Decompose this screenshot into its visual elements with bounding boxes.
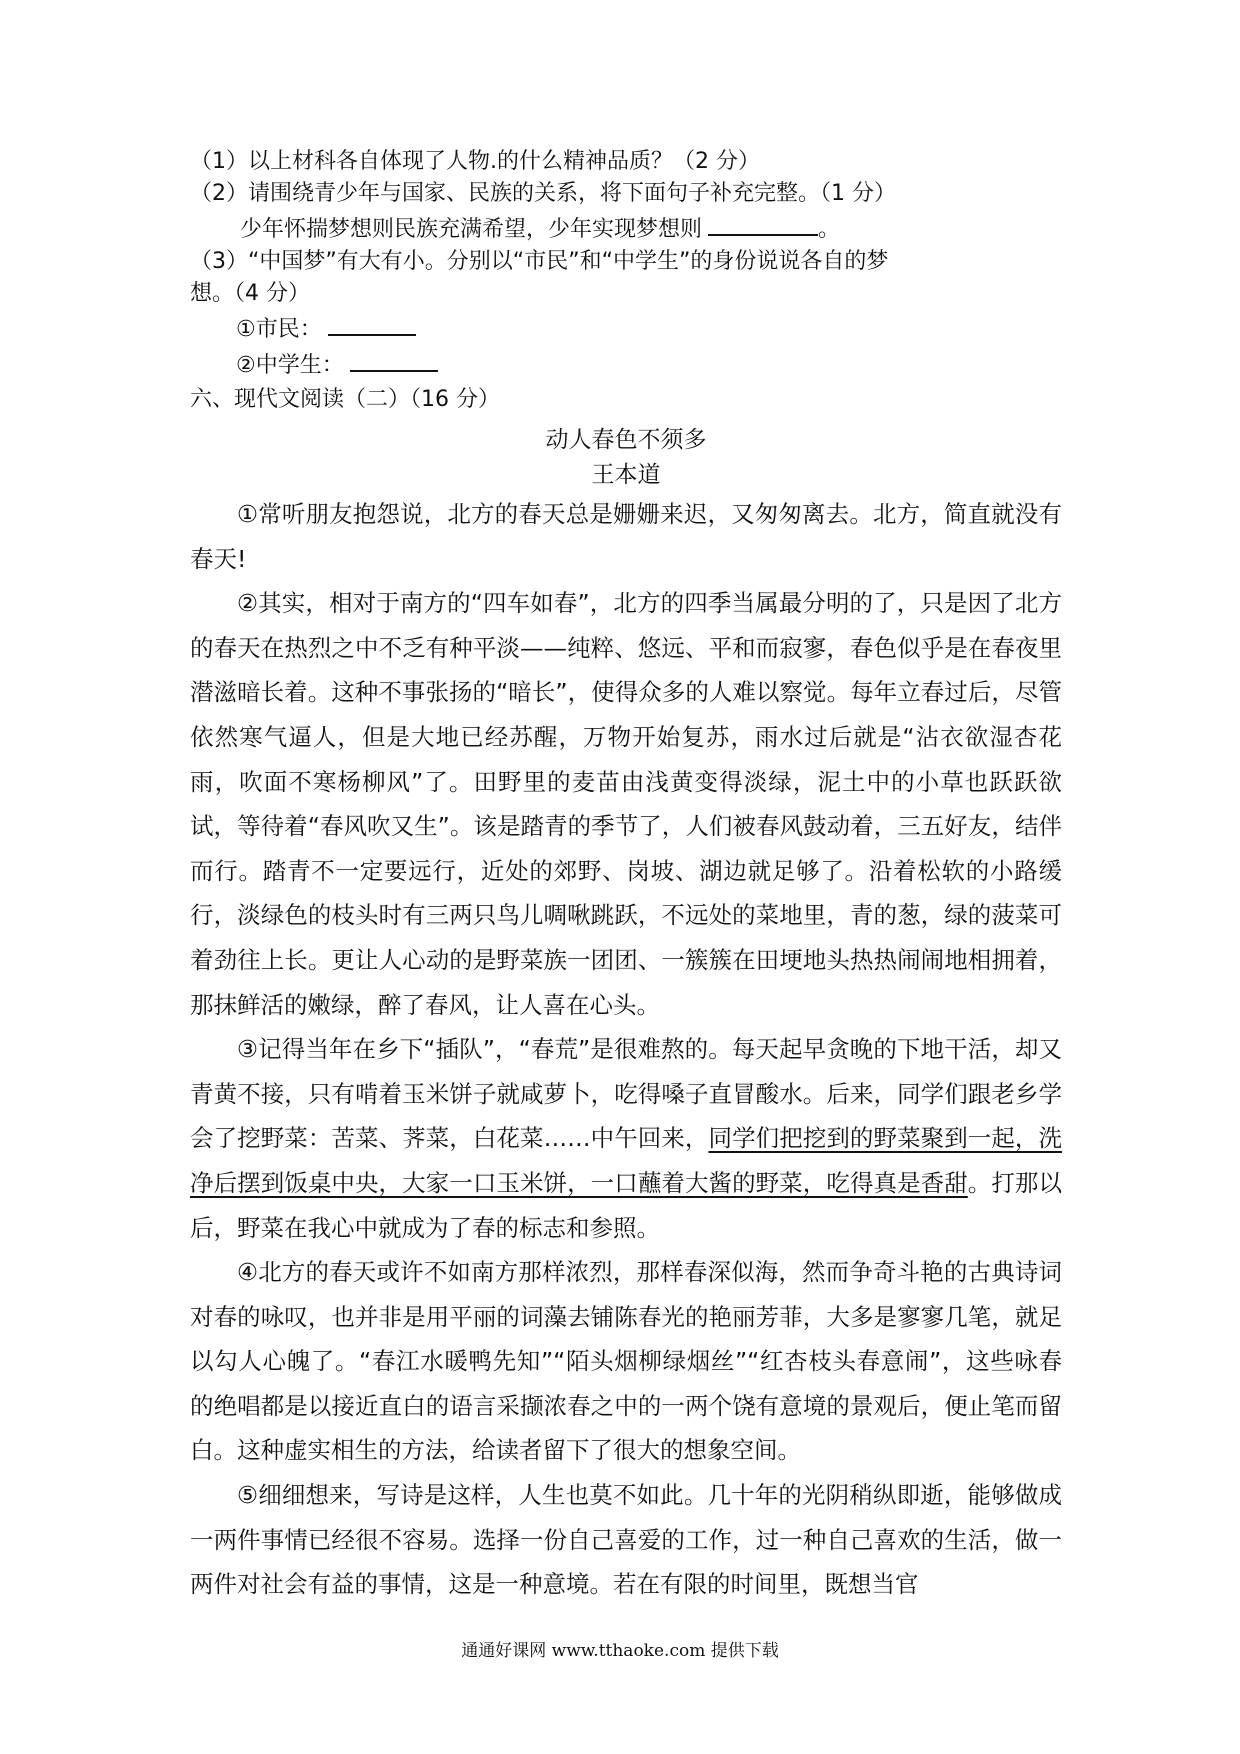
question-2: （2）请围绕青少年与国家、民族的关系，将下面句子补充完整。（1 分） — [190, 181, 896, 206]
page-footer: 通通好课网 www.tthaoke.com 提供下载 — [461, 1641, 779, 1661]
question-3-citizen-label: ①市民： — [236, 317, 322, 342]
question-3-citizen — [190, 310, 1062, 346]
paragraph-3-underlined: 同学们把挖到的野菜聚到一起，洗净后摆到饭桌中央，大家一口玉米饼，一口蘸着大酱的野菜，吃得真是香甜 — [190, 1124, 1062, 1197]
paragraph-2: ②其实，相对于南方的“四车如春”，北方的四季当属最分明的了，只是因了北方的春天在热烈之中不乏有种平淡——纯粹、悠远、平和而寂寥，春色似乎是在春夜里潜滋暗长着。这种不事张扬的“暗长”，使得众多的人难以察觉。每年立春过后，尽管依然寒气逼人，但是大地已经苏醒，万物开始复苏，雨水过后就是“沾衣欲湿杏花雨，吹面不寒杨柳风”了。田野里的麦苗由浅黄变得淡绿，泥土中的小草也跃跃欲试，等待着“春风吹又生”。该是踏青的季节了，人们被春风鼓动着，三五好友，结伴而行。踏青不一定要远行，近处的郊野、岗坡、湖边就足够了。沿着松软的小路缓行，淡绿色的枝头时有三两只鸟儿啁啾跳跃，不远处的菜地里，青的葱，绿的菠菜可着劲往上长。更让人心动的是野菜族一团团、一簇簇在田埂地头热热闹闹地相拥着，那抹鲜活的嫩绿，醉了春风，让人喜在心头。 — [190, 589, 1062, 1019]
article-title: 动人春色不须多 — [545, 427, 707, 453]
article-author: 王本道 — [591, 462, 661, 488]
section-heading: 六、现代文阅读（二）（16 分） — [190, 387, 500, 412]
question-3-student-label: ②中学生： — [236, 353, 344, 378]
question-3-line2: 想。（4 分） — [190, 281, 310, 306]
paragraph-4: ④北方的春天或许不如南方那样浓烈，那样春深似海，然而争奇斗艳的古典诗词对春的咏叹，也并非是用平丽的词藻去铺陈春光的艳丽芳菲，大多是寥寥几笔，就足以勾人心魄了。“春江水暖鸭先知”“陌头烟柳绿烟丝”“红杏枝头春意闹”，这些咏春的绝唱都是以接近直白的语言采撷浓春之中的一两个饶有意境的景观后，便止笔而留白。这种虚实相生的方法，给读者留下了很大的想象空间。 — [190, 1258, 1062, 1465]
question-2-sentence-end: 。 — [818, 217, 841, 242]
answer-blank-citizen[interactable] — [328, 310, 416, 336]
question-3-student — [190, 346, 1062, 382]
question-1: （1）以上材科各自体现了人物.的什么精神品质？（2 分） — [190, 149, 760, 174]
question-3-line1: （3）“中国梦”有大有小。分别以“市民”和“中学生”的身份说说各自的梦 — [190, 249, 889, 274]
paragraph-1: ①常听朋友抱怨说，北方的春天总是姗姗来迟，又匆匆离去。北方，简直就没有春天! — [190, 500, 1062, 573]
paragraph-3 — [190, 1027, 1062, 1250]
paragraph-3-part-a: ③记得当年在乡下“插队”，“春荒”是很难熬的。每天起早贪晚的下地干活，却又青黄不接，只有啃着玉米饼子就咸萝卜，吃得嗓子直冒酸水。后来，同学们跟老乡学会了挖野菜：苦菜、荠菜，白花菜……中午回来， — [190, 1035, 1062, 1153]
paragraph-3-part-b: 。打那以后，野菜在我心中就成为了春的标志和参照。 — [190, 1168, 1063, 1242]
question-2-sentence-text: 少年怀揣梦想则民族充满希望，少年实现梦想则 — [240, 217, 703, 242]
answer-blank-student[interactable] — [350, 346, 438, 372]
question-2-sentence — [190, 210, 1062, 246]
document-page — [190, 146, 1062, 1607]
paragraph-5: ⑤细细想来，写诗是这样，人生也莫不如此。几十年的光阴稍纵即逝，能够做成一两件事情已经很不容易。选择一份自己喜爱的工作，过一种自己喜欢的生活，做一两件对社会有益的事情，这是一种意境。若在有限的时间里，既想当官 — [190, 1481, 1062, 1599]
answer-blank-q2[interactable] — [708, 210, 818, 236]
